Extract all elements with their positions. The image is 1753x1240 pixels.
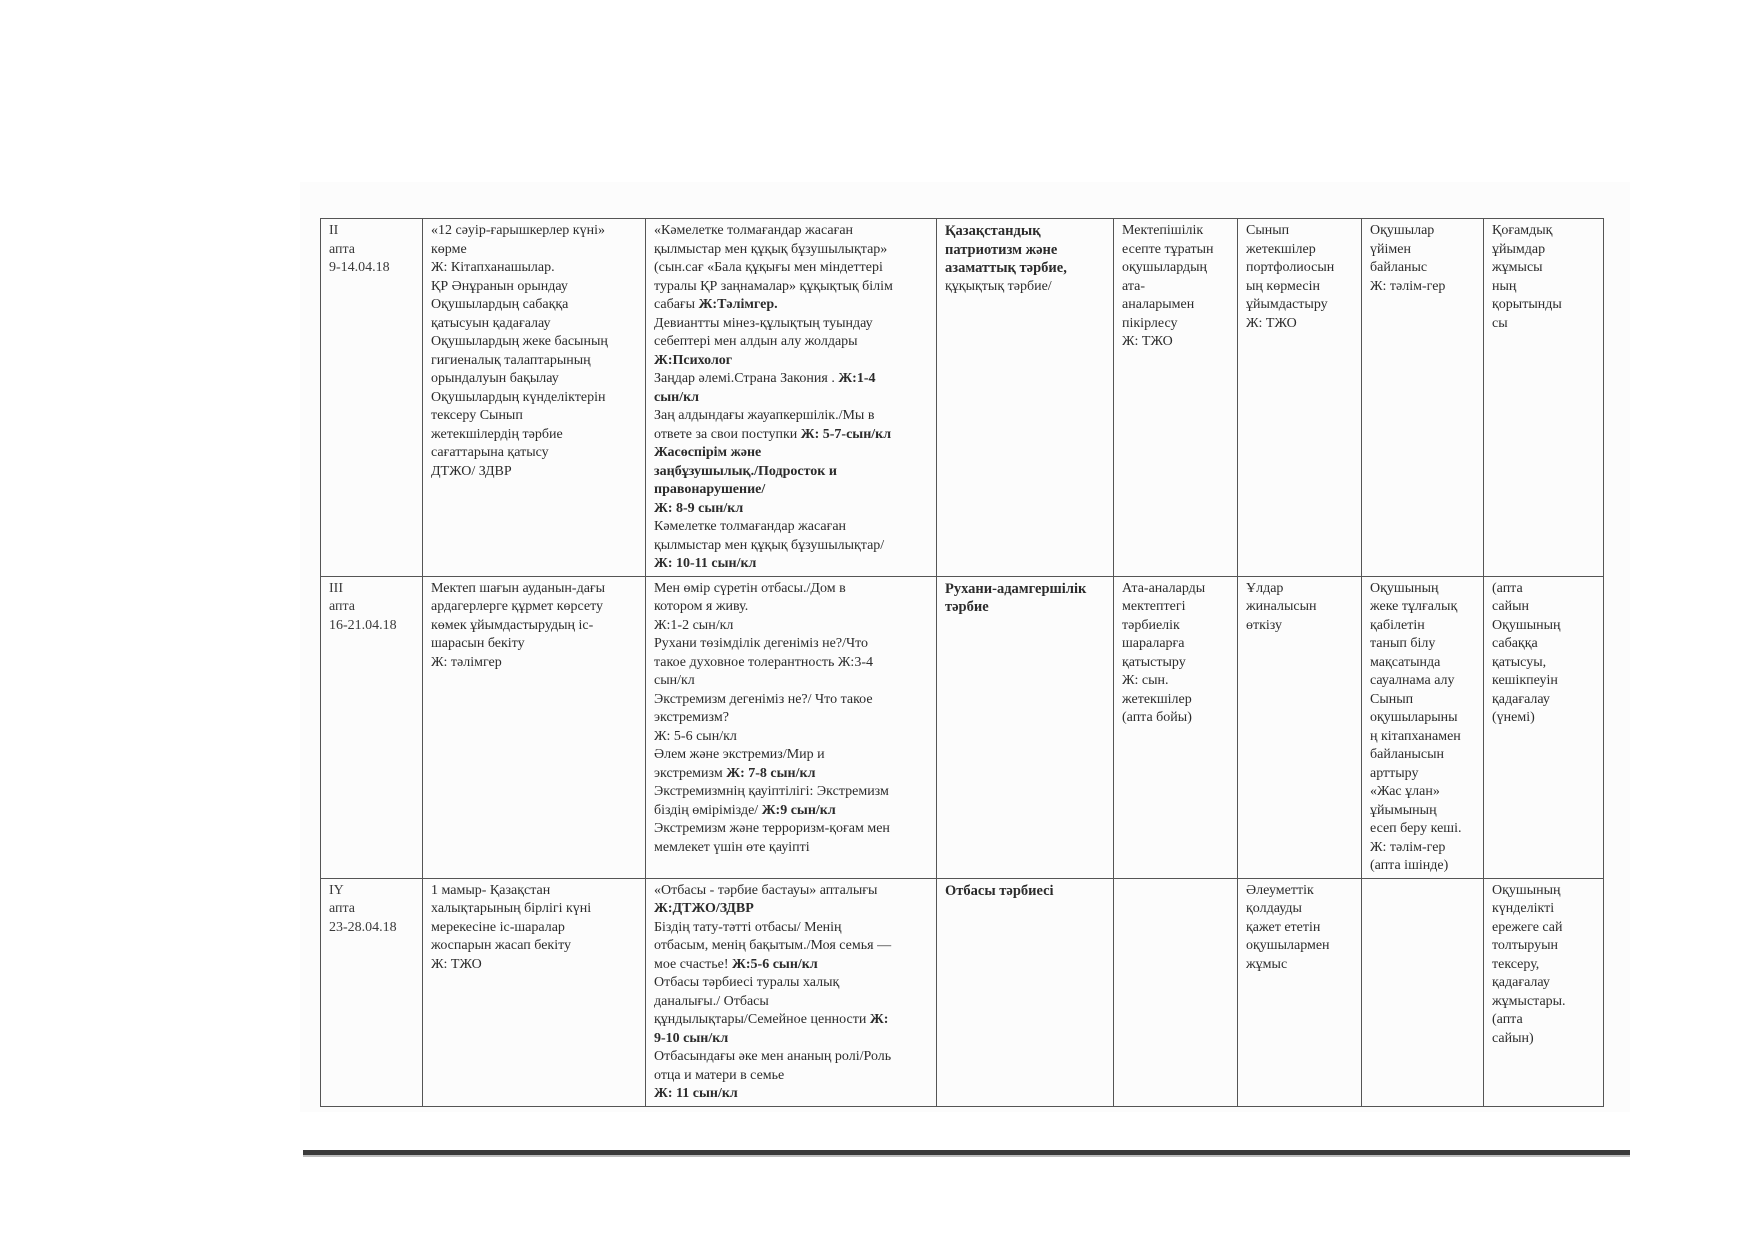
cell-line: сауалнама алу [1370,673,1455,688]
line-text: (сын.сағ «Бала құқығы мен міндеттері [654,260,883,275]
line-bold-text: правонарушение/ [654,482,766,497]
cell-line: патриотизм және [945,241,1058,258]
cell-line: көмек ұйымдастырудың іс- [431,617,594,633]
cell-line [654,518,929,537]
cell-line [654,222,929,241]
cell-line [431,444,638,463]
cell-line [431,241,638,260]
cell-line: қабілетін [1370,617,1425,633]
cell-line: мақсатында [1370,654,1441,670]
line-bold-text: Ж:Психолог [654,352,733,368]
cell-line: Рухани-адамгершілік [945,580,1087,597]
cell-line [431,426,638,445]
week-cell [321,219,423,577]
line-text: Заңдар әлемі.Страна Закония . [654,371,839,386]
cell-line: мерекесіне іс-шаралар [431,919,565,935]
cell-line [654,555,929,574]
line-bold-text: Ж:ДТЖО/ЗДВР [654,901,754,916]
cell-line: Ж: тәлім-гер [1370,839,1446,855]
cell-line: сайын [1492,599,1529,614]
cell-line: ережеге сай [1492,919,1563,935]
line-bold-text: Ж:9 сын/кл [761,802,836,818]
direction-cell [937,219,1114,577]
line-bold-text: Ж:Тәлімгер. [698,297,778,312]
cell-line: Ж: сын. [1122,673,1169,688]
cell-line: Отбасы тәрбиесі [945,882,1054,899]
cell-line: Оқушының [1370,580,1439,596]
line-text: Оқушылардың сабаққа [431,297,569,312]
students-work-cell [1362,576,1484,878]
cell-line: тәрбиелік [1122,617,1180,633]
cell-line: «Жас ұлан» [1370,784,1440,799]
cell-line: күнделікті [1492,901,1555,916]
cell-line: Ж: ТЖО [431,956,482,972]
table-row [321,576,1604,878]
line-text: Оқушылардың күнделіктерін [431,389,606,405]
line-text: котором я живу. [654,599,749,614]
cell-line [654,1030,929,1049]
line-bold-text: Ж: 10-11 сын/кл [654,556,757,571]
cell-line: ың көрмесін [1246,278,1321,294]
cell-line [654,241,929,260]
line-text: сабағы [654,297,699,312]
cell-line: арттыру [1370,765,1419,781]
cell-line [654,882,929,901]
cell-line [654,802,929,821]
cell-line: Ата-аналарды [1122,580,1206,596]
line-text: қатысуын қадағалау [431,315,551,331]
cell-line: оқушыларыны [1370,710,1458,725]
line-text: экстремизм [654,765,727,781]
cell-line: апта [329,241,356,257]
cell-line [431,407,638,426]
cell-line: (апта [1492,580,1523,596]
cell-line: байланыс [1370,260,1428,275]
line-text: «Отбасы - тәрбие бастауы» апталығы [654,882,878,898]
public-org-cell [1484,219,1604,577]
cell-line: азаматтық тәрбие, [945,260,1067,276]
cell-line [654,937,929,956]
cell-line: (апта [1492,1012,1523,1027]
cell-line: Ж: тәлімгер [431,654,502,670]
cell-line: жиналысын [1246,599,1317,614]
cell-line [431,352,638,371]
cell-line: Оқушының [1492,617,1561,633]
line-text: Мен өмір сүретін отбасы./Дом в [654,580,846,596]
cell-line [431,315,638,334]
line-text: құндылықтары/Семейное ценности [654,1012,870,1027]
line-text: қылмыстар мен құқық бұзушылықтар» [654,241,888,257]
cell-line: жұмысы [1492,260,1543,275]
cell-line [654,315,929,334]
cell-line: аналарымен [1122,297,1195,312]
activities-cell [423,219,646,577]
cell-line [654,537,929,556]
class-teachers-cell [1238,219,1362,577]
line-text: такое духовное толерантность Ж:3-4 [654,654,873,670]
cell-line: жеке тұлғалық [1370,599,1458,614]
class-hours-cell [646,878,937,1106]
line-text: себептері мен алдын алу жолдары [654,334,858,349]
line-text: «Кәмелетке толмағандар жасаған [654,223,854,238]
table-body [321,219,1604,1107]
line-text: гигиеналық талаптарының [431,352,591,368]
cell-line: жетекшілер [1246,241,1316,257]
cell-line [431,296,638,315]
cell-line: қажет ететін [1246,919,1321,935]
cell-line: есеп беру кеші. [1370,821,1462,836]
cell-line: 1 мамыр- Қазақстан [431,882,551,898]
cell-line [654,765,929,784]
line-text: Кәмелетке толмағандар жасаған [654,519,847,534]
cell-line: сы [1492,315,1508,331]
cell-line: тексеру, [1492,956,1540,972]
class-teachers-cell [1238,878,1362,1106]
cell-line [654,1011,929,1030]
cell-line: сабаққа [1492,636,1538,651]
cell-line: Оқушылар [1370,223,1435,238]
activities-cell [423,878,646,1106]
cell-line: (үнемі) [1492,710,1535,725]
cell-line [654,296,929,315]
cell-line: ІҮ [329,882,344,898]
cell-line: (апта ішінде) [1370,858,1449,873]
cell-line: оқушылармен [1246,938,1330,953]
cell-line [654,444,929,463]
cell-line [654,1085,929,1104]
line-text: орындалуын бақылау [431,371,559,386]
cell-line [431,370,638,389]
cell-line: кешікпеуін [1492,673,1558,688]
cell-line [654,1067,929,1086]
line-text: қылмыстар мен құқық бұзушылықтар/ [654,537,885,553]
cell-line: құқықтық тәрбие/ [945,278,1052,294]
cell-line [431,463,638,482]
cell-line: халықтарының бірлігі күні [431,901,592,916]
parents-work-cell [1114,219,1238,577]
cell-line [654,580,929,599]
cell-line [654,900,929,919]
cell-line [654,746,929,765]
cell-line: Ұлдар [1246,580,1284,596]
line-bold-text: Ж: 5-7-сын/кл [800,426,892,442]
line-text: Отбасы тәрбиесі туралы халық [654,975,840,990]
cell-line: ІІІ [329,580,343,596]
cell-line: 16-21.04.18 [329,617,397,633]
line-text: Ж: Кітапханашылар. [431,260,555,275]
line-text: Біздің тату-тәтті отбасы/ Менің [654,919,842,935]
line-bold-text: Жасөспірім және [654,445,762,460]
line-text: тексеру Сынып [431,408,523,423]
cell-line: (апта бойы) [1122,710,1192,725]
cell-line: Ж: ТЖО [1122,334,1173,349]
line-text: экстремизм? [654,710,729,725]
cell-line: Сынып [1370,691,1414,707]
line-text: жетекшілердің тәрбие [431,426,563,442]
cell-line: қадағалау [1492,691,1550,707]
cell-line: тәрбие [945,599,989,615]
cell-line: Әлеуметтік [1246,882,1314,898]
cell-line [654,820,929,839]
line-text: ҚР Әнұранын орындау [431,278,568,294]
line-text: Ж: 5-6 сын/кл [654,728,737,744]
cell-line: қолдауды [1246,901,1302,916]
public-org-cell [1484,576,1604,878]
line-text: Экстремизм дегеніміз не?/ Что такое [654,691,873,707]
line-text: біздің өмірімізде/ [654,802,762,818]
line-text: Экстремизм және терроризм-қоғам мен [654,821,890,836]
cell-line: жұмыстары. [1492,993,1566,1009]
cell-line [654,728,929,747]
cell-line: Қазақстандық [945,223,1041,239]
line-text: отца и матери в семье [654,1067,785,1083]
line-text: «12 сәуір-ғарышкерлер күні» [431,223,605,238]
cell-line: Оқушының [1492,882,1561,898]
cell-line: Сынып [1246,223,1290,238]
parents-work-cell [1114,576,1238,878]
cell-line [431,222,638,241]
cell-line: есепте тұратын [1122,241,1214,257]
line-bold-text: Ж: 8-9 сын/кл [654,500,744,516]
cell-line: ң кітапханамен [1370,728,1461,744]
cell-line: Мектепішілік [1122,223,1204,238]
students-work-cell [1362,219,1484,577]
cell-line: ардагерлерге құрмет көрсету [431,599,604,614]
line-bold-text: Ж: 11 сын/кл [654,1086,738,1101]
cell-line: сайын) [1492,1030,1534,1046]
line-text: Девиантты мінез-құлықтың туындау [654,315,873,331]
class-hours-cell [646,576,937,878]
direction-cell [937,576,1114,878]
cell-line [654,839,929,858]
line-bold-text: сын/кл [654,389,700,405]
cell-line: өткізу [1246,617,1283,633]
cell-line [431,389,638,408]
cell-line: ІІ [329,223,339,238]
cell-line [654,919,929,938]
line-text: ответе за свои поступки [654,426,801,442]
cell-line [654,481,929,500]
cell-line [431,333,638,352]
line-text: отбасым, менің бақытым./Моя семья — [654,938,892,953]
cell-line: Ж: ТЖО [1246,315,1297,331]
cell-line [654,783,929,802]
cell-line [654,974,929,993]
week-cell [321,878,423,1106]
cell-line: жоспарын жасап бекіту [431,938,572,953]
cell-line: қадағалау [1492,975,1550,990]
cell-line: танып білу [1370,636,1436,651]
cell-line: ның [1492,278,1517,294]
cell-line [654,691,929,710]
table-row [321,219,1604,577]
cell-line [654,1048,929,1067]
cell-line [654,635,929,654]
cell-line: ұйымдар [1492,241,1546,257]
cell-line [654,598,929,617]
cell-line [654,709,929,728]
cell-line: апта [329,599,356,614]
line-bold-text: заңбұзушылық./Подросток и [654,463,837,479]
line-text: Ж:1-2 сын/кл [654,617,734,633]
cell-line: шарасын бекіту [431,636,525,651]
students-work-cell [1362,878,1484,1106]
cell-line: 9-14.04.18 [329,260,390,275]
parents-work-cell [1114,878,1238,1106]
line-bold-text: Ж: 7-8 сын/кл [726,765,816,781]
line-bold-text: 9-10 сын/кл [654,1030,729,1046]
cell-line: Мектеп шағын ауданын-дағы [431,580,606,596]
cell-line: Ж: тәлім-гер [1370,278,1446,294]
line-text: Отбасындағы әке мен ананың ролі/Роль [654,1049,892,1064]
class-hours-cell [646,219,937,577]
cell-line [654,993,929,1012]
cell-line [654,407,929,426]
cell-line [654,389,929,408]
line-bold-text: Ж:5-6 сын/кл [732,956,818,972]
cell-line: жұмыс [1246,956,1288,972]
cell-line: Қоғамдық [1492,223,1553,238]
cell-line: толтыруын [1492,938,1558,953]
line-text: Оқушылардың жеке басының [431,334,608,349]
cell-line: ата- [1122,278,1146,294]
cell-line: апта [329,901,356,916]
line-text: сағаттарына қатысу [431,445,549,460]
line-text: ДТЖО/ ЗДВР [431,463,512,479]
cell-line [431,278,638,297]
line-text: мемлекет үшін өте қауіпті [654,839,810,855]
cell-line [654,259,929,278]
cell-line: пікірлесу [1122,315,1178,331]
cell-line [431,259,638,278]
cell-line [654,500,929,519]
week-cell [321,576,423,878]
line-bold-text: Ж:1-4 [838,371,876,386]
cell-line [654,370,929,389]
cell-line [654,617,929,636]
cell-line: 23-28.04.18 [329,919,397,935]
cell-line: портфолиосын [1246,260,1335,275]
line-text: Рухани төзімділік дегеніміз не?/Что [654,636,868,651]
line-text: Заң алдындағы жауапкершілік./Мы в [654,408,875,423]
line-text: мое счастье! [654,956,733,972]
cell-line: шараларға [1122,636,1185,651]
cell-line: оқушылардың [1122,260,1208,275]
cell-line: үйімен [1370,241,1411,257]
cell-line [654,278,929,297]
public-org-cell [1484,878,1604,1106]
cell-line: жетекшілер [1122,691,1192,707]
cell-line: қатыстыру [1122,654,1186,670]
line-text: туралы ҚР заңнамалар» құқықтық білім [654,278,893,294]
line-text: көрме [431,241,467,257]
line-text: сын/кл [654,673,695,688]
cell-line [654,333,929,352]
cell-line [654,352,929,371]
page-bottom-shadow [303,1155,1630,1157]
cell-line: мектептегі [1122,599,1186,614]
line-text: Әлем және экстремиз/Мир и [654,747,825,762]
cell-line: ұйымдастыру [1246,297,1328,312]
cell-line [654,426,929,445]
cell-line: қатысуы, [1492,654,1547,670]
cell-line: байланысын [1370,747,1445,762]
cell-line: ұйымының [1370,802,1437,818]
cell-line [654,654,929,673]
activities-cell [423,576,646,878]
table-row [321,878,1604,1106]
work-plan-table [320,218,1604,1107]
cell-line [654,956,929,975]
cell-line [654,463,929,482]
cell-line [654,672,929,691]
direction-cell [937,878,1114,1106]
line-text: даналығы./ Отбасы [654,993,769,1009]
cell-line: қорытынды [1492,297,1562,312]
line-text: Экстремизмнің қауіптілігі: Экстремизм [654,784,889,799]
line-bold-text: Ж: [869,1012,889,1027]
class-teachers-cell [1238,576,1362,878]
